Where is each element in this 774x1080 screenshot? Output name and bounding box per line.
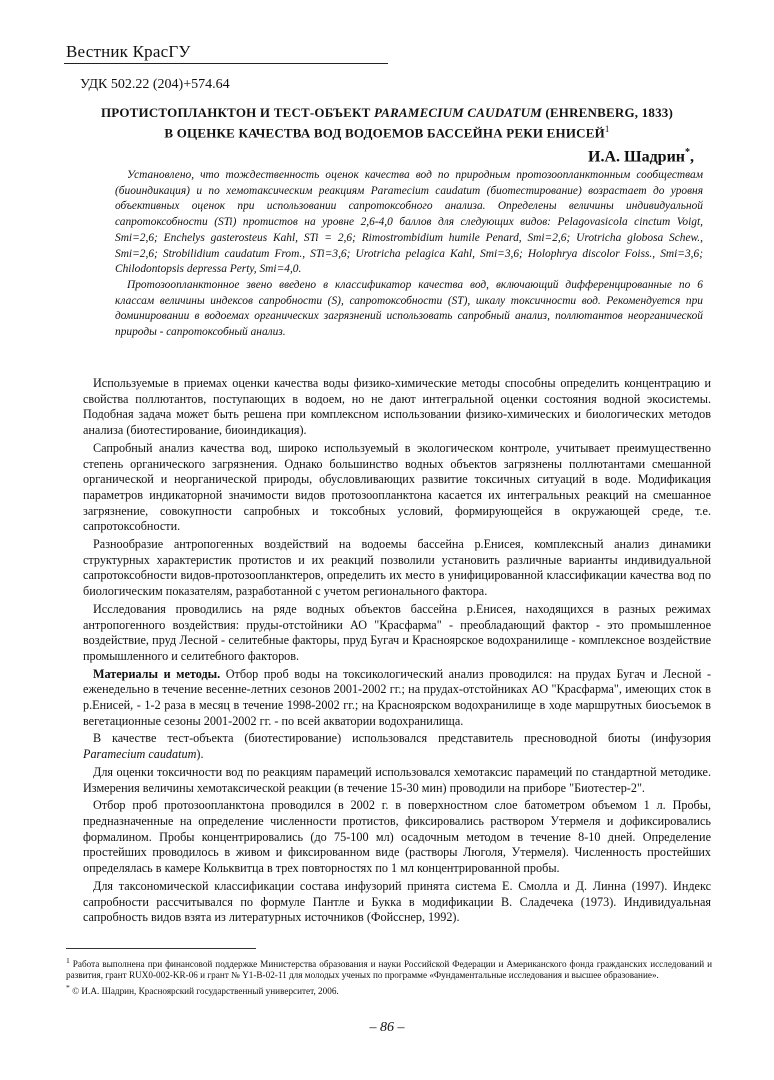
article-title	[60, 104, 714, 141]
author-trail: ,	[690, 148, 694, 166]
body-paragraph: Для таксономической классификации состава инфузорий принята система Е. Смолла и Д. Линна (1997). Индекс сапробности рассчитывался по формуле Пантле и Букка в модификации В. Сладечека (1973). Индивидуальная сапробность видов взята из литературных источников (Фойсснер, 1992).	[83, 878, 711, 925]
title-species: PARAMECIUM CAUDATUM	[374, 105, 542, 120]
title-line-1	[60, 104, 714, 121]
title-line-2-text: В ОЦЕНКЕ КАЧЕСТВА ВОД ВОДОЕМОВ БАССЕЙНА РЕКИ ЕНИСЕЙ	[164, 125, 605, 141]
body-paragraph: Сапробный анализ качества вод, широко используемый в экологическом контроле, учитывает преимущественно степень органического загрязнения. Однако большинство водных объектов загрязнены поллютантами смешанной органической и неорганической природы, обусловливающих развитие токсичных ситуаций в воде. Модификация параметров индикаторной значимости видов протозоопланктона касается их интегральных реакций на смешанное загрязнение, совокупности сапробных и токсобных условий, формирующейся в окружающей среде, т.е. сапротоксобности.	[83, 440, 711, 534]
abstract-paragraph: Установлено, что тождественность оценок качества вод по природным протозоопланктонным сообществам (биоиндикация) и по хемотаксическим реакциям Paramecium caudatum (биотестирование) возрастает до уровня объективных оценок при использовании сапротоксобного анализа. Определены величины индивидуальной сапротоксобности (STi) протистов на уровне 2,6-4,0 баллов для следующих видов: Pelagovasicola cinctum Voigt, Smi=2,6; Enchelys gasterosteus Kahl, STi = 2,6; Rimostrombidium humile Penard, Smi=2,6; Urotricha globosa Schew., Smi=2,6; Strobilidium caudatum From., STi=3,6; Urotricha pelagica Kahl, Smi=3,6; Holophrya discolor Foiss., Smi=3,6; Chilodontopsis depressa Perty, Smi=4,0.	[115, 169, 703, 276]
body-paragraph: Используемые в приемах оценки качества воды физико-химические методы способны определить концентрацию и свойства поллютантов, поступающих в водоем, но не дают интегральной оценки состояния водной экосистемы. Подобная задача может быть решена при комплексном использовании физико-химических и биологических методов анализа (биотестирование, биоиндикация).	[83, 376, 711, 438]
journal-title: Вестник КрасГУ	[66, 42, 191, 61]
test-object-text-end: ).	[196, 747, 204, 762]
footnote-1-text: Работа выполнена при финансовой поддержке Министерства образования и науки Российской Федерации и Американского фонда гражданских исследований и развития, грант RUX0-002-KR-06 и грант № Y1-B-02-11 для молодых ученых по программе «Фундаментальные исследования и высшее образование».	[66, 959, 712, 981]
footnotes	[66, 955, 712, 997]
author-footnote-mark: *	[685, 147, 690, 158]
methods-text: Отбор проб воды на токсикологический анализ проводился: на прудах Бугач и Лесной - еженедельно в течение весенне-летних сезонов 2001-2002 гг.; на прудах-отстойниках АО "Красфарма", имеющих сток в р.Енисей, - 1-2 раза в месяц в течение 1998-2002 гг.; на Красноярском водохранилище в ходе маршрутных биосъемок в вегетационные сезоны 2001-2002 гг. - по всей акватории водохранилища.	[83, 666, 712, 728]
abstract-paragraph: Протозоопланктонное звено введено в классификатор качества вод, включающий дифференцированные по 6 классам величины индексов сапробности (S), сапротоксобности (ST), шкалу токсичности вод. Рекомендуется при доминировании в водоемах органических загрязнений использовать сапробный анализ, поллютантов неорганической природы - сапротоксобный анализ.	[115, 278, 703, 339]
title-line-2	[60, 121, 714, 141]
title-footnote-mark: 1	[604, 124, 610, 134]
article-body	[83, 376, 711, 928]
footnote-2-text: © И.А. Шадрин, Красноярский государственный университет, 2006.	[69, 985, 339, 996]
body-paragraph: Отбор проб протозоопланктона проводился в 2002 г. в поверхностном слое батометром объемом 1 л. Пробы, предназначенные на определение численности протистов, фиксировались раствором Утермеля и дофиксировались формалином. Пробы концентрировались (до 75-100 мл) осадочным методом в течение 8-10 дней. Определение простейших проводилось в живом и фиксированном виде (растворы Люголя, Утермеля). Численность простейших определялась в камере Кольквитца в трех повторностях по 1 мл концентрированной пробы.	[83, 798, 711, 876]
author	[588, 147, 694, 166]
footnote-rule	[66, 948, 256, 949]
footnote-1-mark: 1	[66, 956, 70, 965]
abstract	[115, 168, 703, 341]
body-paragraph: Разнообразие антропогенных воздействий на водоемы бассейна р.Енисея, комплексный анализ динамики структурных характеристик протистов и их реакций позволили установить различные варианты индивидуальной сапротоксобности видов-протозоопланктеров, определить их место в унифицированной классификации качества вод по биологическим показателям, разработанной с учетом регионального фактора.	[83, 537, 711, 599]
author-name: И.А. Шадрин	[588, 148, 685, 166]
title-line-1-end: (EHRENBERG, 1833)	[541, 105, 674, 120]
body-paragraph-methods	[83, 667, 711, 730]
body-paragraph: Для оценки токсичности вод по реакциям парамеций использовался хемотаксис парамеций по стандартной методике. Измерения величины хемотаксической реакции (в течение 15-30 мин) проводили на приборе "Биотестер-2".	[83, 764, 711, 795]
test-object-species: Paramecium caudatum	[83, 747, 197, 762]
body-paragraph-test-object	[83, 731, 711, 762]
page-number: – 86 –	[369, 1020, 405, 1035]
methods-heading: Материалы и методы.	[93, 666, 221, 681]
body-paragraph: Исследования проводились на ряде водных объектов бассейна р.Енисея, находящихся в разных режимах антропогенного воздействия: пруды-отстойники АО "Красфарма" - преобладающий фактор - это промышленное воздействие, пруд Лесной - селитебные факторы, пруд Бугач и Красноярское водохранилище - комплексное воздействие промышленного и селитебного факторов.	[83, 601, 711, 663]
footnote-2	[66, 982, 712, 997]
test-object-text-start: В качестве тест-объекта (биотестирование) использовался представитель пресноводной биоты (инфузория	[93, 731, 711, 746]
header-rule	[64, 63, 388, 64]
footnote-1	[66, 955, 712, 982]
udc-code: УДК 502.22 (204)+574.64	[80, 77, 230, 92]
footnote-2-mark: *	[66, 982, 70, 992]
title-line-1-start: ПРОТИСТОПЛАНКТОН И ТЕСТ-ОБЪЕКТ	[100, 105, 375, 120]
